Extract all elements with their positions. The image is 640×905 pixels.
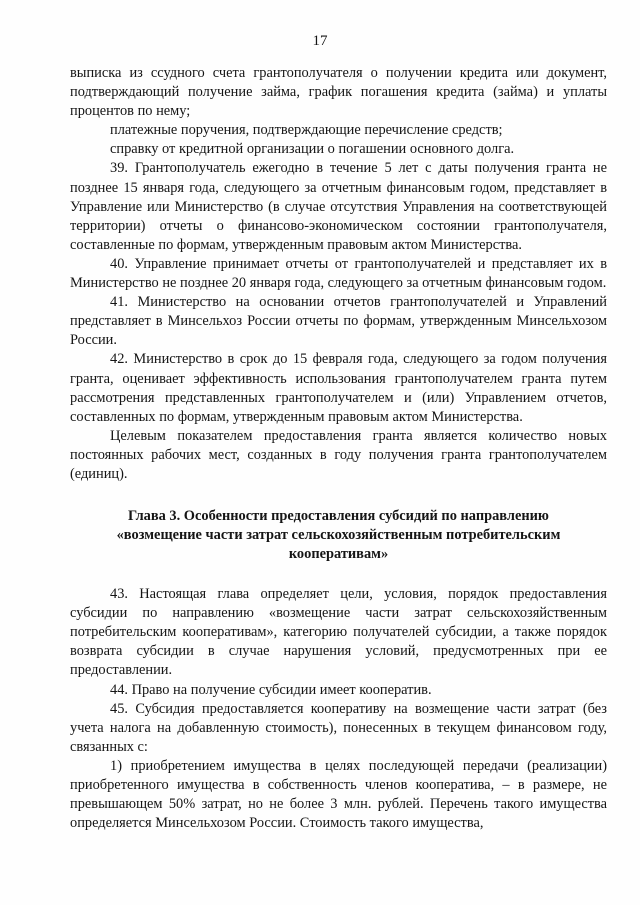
paragraph-subitem-1: 1) приобретением имущества в целях последующей передачи (реализации) приобретенного имущества в собственность членов кооператива, – в размере, не превышающем 50% затрат, но не более 3 млн. рублей. Перечень такого имущества определяется Минсельхозом России. Стоимость такого имущества, bbox=[70, 757, 607, 832]
paragraphs-after-heading bbox=[70, 585, 607, 833]
paragraph-item-39: 39. Грантополучатель ежегодно в течение 5 лет с даты получения гранта не позднее 15 января года, следующего за отчетным финансовым годом, представляет в Управление или Министерство (в случае отсутствия Управления на соответствующей территории) отчеты о финансово-экономическом состоянии грантополучателя, составленные по формам, утвержденным правовым актом Министерства. bbox=[70, 160, 607, 253]
paragraph-item-44: 44. Право на получение субсидии имеет кооператив. bbox=[110, 681, 432, 698]
paragraphs-before-heading bbox=[70, 64, 607, 484]
paragraph: платежные поручения, подтверждающие перечисление средств; bbox=[110, 122, 503, 139]
paragraph-item-43: 43. Настоящая глава определяет цели, условия, порядок предоставления субсидии по направлению «возмещение части затрат сельскохозяйственным потребительским кооперативам», категорию получателей субсидии, а также порядок возврата субсидии в случае нарушения условий, предусмотренных при ее предоставлении. bbox=[70, 586, 607, 679]
document-body bbox=[70, 64, 607, 833]
paragraph-target-indicator: Целевым показателем предоставления гранта является количество новых постоянных рабочих мест, созданных в году получения гранта грантополучателем (единиц). bbox=[70, 427, 607, 482]
chapter-heading-line: кооперативам» bbox=[288, 546, 389, 563]
paragraph-item-42: 42. Министерство в срок до 15 февраля года, следующего за годом получения гранта, оценивает эффективность использования грантополучателем гранта путем рассмотрения представленных грантополучателем и (или) Управлением отчетов, составленных по формам, утвержденным правовым актом Министерства. bbox=[70, 351, 607, 425]
chapter-heading-line: Глава 3. Особенности предоставления субсидий по направлению bbox=[128, 508, 549, 525]
paragraph: выписка из ссудного счета грантополучателя о получении кредита или документ, подтверждающий получение займа, график погашения кредита (займа) и уплаты процентов по нему; bbox=[70, 65, 607, 120]
page-number: 17 bbox=[312, 33, 328, 49]
paragraph-item-45: 45. Субсидия предоставляется кооперативу на возмещение части затрат (без учета налога на добавленную стоимость), понесенных в текущем финансовом году, связанных с: bbox=[70, 700, 607, 755]
paragraph-item-41: 41. Министерство на основании отчетов грантополучателей и Управлений представляет в Минсельхоз России отчеты по формам, утвержденным Минсельхозом России. bbox=[70, 294, 607, 349]
chapter-heading bbox=[70, 507, 607, 564]
paragraph-item-40: 40. Управление принимает отчеты от грантополучателей и представляет их в Министерство не позднее 20 января года, следующего за отчетным финансовым годом. bbox=[70, 255, 607, 292]
chapter-heading-line: «возмещение части затрат сельскохозяйственным потребительским bbox=[116, 527, 561, 544]
paragraph: справку от кредитной организации о погашении основного долга. bbox=[110, 141, 515, 158]
